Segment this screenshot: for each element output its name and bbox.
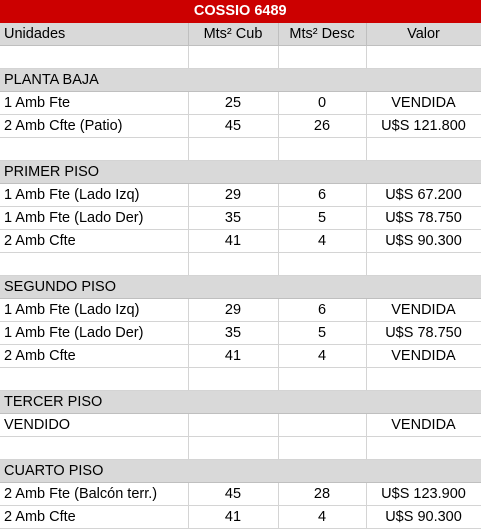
valor-cell: U$S 90.300 [366, 230, 481, 253]
mts-cub-cell: 35 [188, 207, 278, 230]
section-fill [366, 460, 481, 483]
table-row [0, 92, 481, 115]
section-row [0, 69, 481, 92]
valor-cell: U$S 123.900 [366, 483, 481, 506]
spacer-row [0, 46, 481, 69]
empty-cell [278, 253, 366, 276]
empty-cell [0, 253, 188, 276]
empty-cell [366, 253, 481, 276]
section-fill [188, 161, 278, 184]
mts-cub-cell: 41 [188, 345, 278, 368]
empty-cell [278, 138, 366, 161]
empty-cell [278, 368, 366, 391]
unit-cell: 1 Amb Fte [0, 92, 188, 115]
empty-cell [188, 437, 278, 460]
empty-cell [366, 368, 481, 391]
header-unidades: Unidades [0, 23, 188, 46]
section-fill [366, 276, 481, 299]
header-row [0, 23, 481, 46]
mts-cub-cell: 35 [188, 322, 278, 345]
mts-desc-cell: 5 [278, 322, 366, 345]
table-row [0, 345, 481, 368]
empty-cell [278, 437, 366, 460]
valor-cell: U$S 67.200 [366, 184, 481, 207]
mts-cub-cell: 29 [188, 184, 278, 207]
valor-cell: U$S 121.800 [366, 115, 481, 138]
unit-cell: 2 Amb Cfte [0, 506, 188, 529]
section-title: PRIMER PISO [0, 161, 188, 184]
spacer-row [0, 437, 481, 460]
section-fill [366, 69, 481, 92]
mts-cub-cell: 25 [188, 92, 278, 115]
spacer-row [0, 138, 481, 161]
table-row [0, 414, 481, 437]
table-row [0, 483, 481, 506]
mts-desc-cell: 4 [278, 230, 366, 253]
empty-cell [188, 138, 278, 161]
section-fill [278, 460, 366, 483]
table-row [0, 115, 481, 138]
mts-desc-cell: 6 [278, 184, 366, 207]
unit-cell: VENDIDO [0, 414, 188, 437]
empty-cell [0, 368, 188, 391]
unit-cell: 1 Amb Fte (Lado Der) [0, 207, 188, 230]
section-fill [188, 276, 278, 299]
table-row [0, 506, 481, 529]
mts-cub-cell: 45 [188, 115, 278, 138]
mts-cub-cell: 41 [188, 506, 278, 529]
section-fill [188, 460, 278, 483]
section-row [0, 276, 481, 299]
section-title: CUARTO PISO [0, 460, 188, 483]
valor-cell: VENDIDA [366, 92, 481, 115]
unit-cell: 2 Amb Cfte (Patio) [0, 115, 188, 138]
mts-desc-cell: 4 [278, 506, 366, 529]
table-row [0, 207, 481, 230]
empty-cell [0, 138, 188, 161]
unit-cell: 2 Amb Fte (Balcón terr.) [0, 483, 188, 506]
spacer-row [0, 253, 481, 276]
empty-cell [0, 437, 188, 460]
empty-cell [188, 46, 278, 69]
section-row [0, 460, 481, 483]
title-row [0, 0, 481, 23]
mts-desc-cell: 5 [278, 207, 366, 230]
table-title: COSSIO 6489 [0, 0, 481, 23]
empty-cell [0, 46, 188, 69]
section-fill [278, 276, 366, 299]
valor-cell: VENDIDA [366, 299, 481, 322]
empty-cell [278, 46, 366, 69]
section-fill [188, 69, 278, 92]
spacer-row [0, 368, 481, 391]
mts-desc-cell: 26 [278, 115, 366, 138]
section-title: TERCER PISO [0, 391, 188, 414]
unit-cell: 1 Amb Fte (Lado Izq) [0, 184, 188, 207]
header-mts-cub: Mts² Cub [188, 23, 278, 46]
valor-cell: VENDIDA [366, 414, 481, 437]
valor-cell: U$S 90.300 [366, 506, 481, 529]
section-fill [366, 161, 481, 184]
table-row [0, 230, 481, 253]
valor-cell: U$S 78.750 [366, 207, 481, 230]
mts-desc-cell [278, 414, 366, 437]
unit-cell: 2 Amb Cfte [0, 345, 188, 368]
mts-desc-cell: 28 [278, 483, 366, 506]
unit-cell: 2 Amb Cfte [0, 230, 188, 253]
section-title: PLANTA BAJA [0, 69, 188, 92]
section-fill [278, 161, 366, 184]
empty-cell [188, 253, 278, 276]
empty-cell [366, 437, 481, 460]
mts-desc-cell: 0 [278, 92, 366, 115]
table-row [0, 299, 481, 322]
mts-desc-cell: 6 [278, 299, 366, 322]
mts-desc-cell: 4 [278, 345, 366, 368]
valor-cell: U$S 78.750 [366, 322, 481, 345]
table-row [0, 322, 481, 345]
empty-cell [366, 46, 481, 69]
section-fill [366, 391, 481, 414]
section-row [0, 391, 481, 414]
mts-cub-cell: 29 [188, 299, 278, 322]
section-fill [188, 391, 278, 414]
valor-cell: VENDIDA [366, 345, 481, 368]
section-fill [278, 391, 366, 414]
empty-cell [366, 138, 481, 161]
unit-cell: 1 Amb Fte (Lado Der) [0, 322, 188, 345]
section-title: SEGUNDO PISO [0, 276, 188, 299]
unit-cell: 1 Amb Fte (Lado Izq) [0, 299, 188, 322]
section-row [0, 161, 481, 184]
header-valor: Valor [366, 23, 481, 46]
table-row [0, 184, 481, 207]
section-fill [278, 69, 366, 92]
header-mts-desc: Mts² Desc [278, 23, 366, 46]
mts-cub-cell: 41 [188, 230, 278, 253]
empty-cell [188, 368, 278, 391]
mts-cub-cell [188, 414, 278, 437]
mts-cub-cell: 45 [188, 483, 278, 506]
